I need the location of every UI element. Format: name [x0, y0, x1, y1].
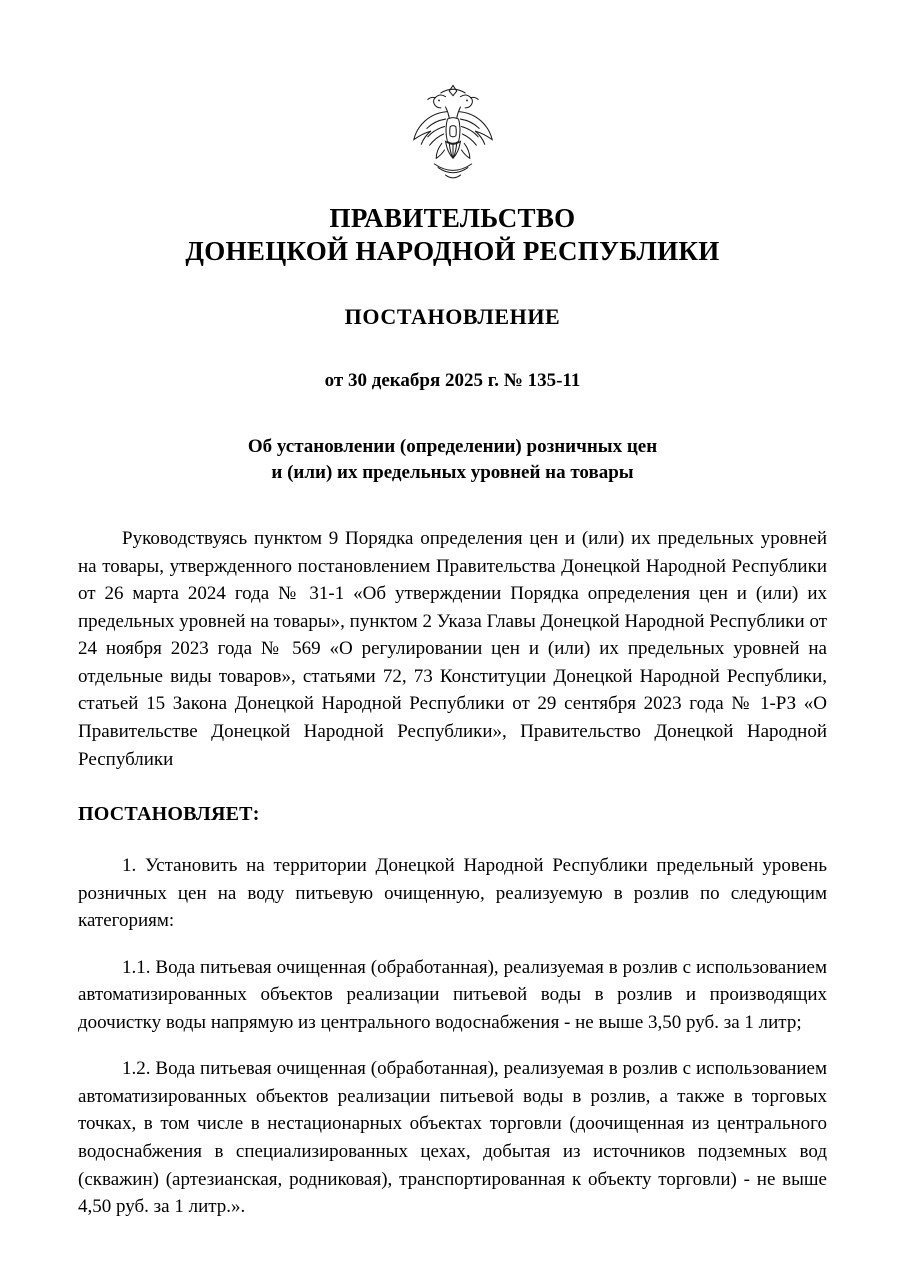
double-headed-eagle-emblem-icon [397, 78, 509, 190]
resolves-heading: ПОСТАНОВЛЯЕТ: [78, 803, 260, 826]
gov-title-line-2: ДОНЕЦКОЙ НАРОДНОЙ РЕСПУБЛИКИ [185, 235, 720, 266]
document-subject-line-1: Об установлении (определении) розничных цен [247, 435, 658, 457]
clause-1-1: 1.1. Вода питьевая очищенная (обработанная), реализуемая в розлив с использованием автоматизированных объектов реализации питьевой воды в розлив и производящих доочистку воды напрямую из центрального водоснабжения - не выше 3,50 руб. за 1 литр; [78, 956, 827, 1033]
clause-1-2: 1.2. Вода питьевая очищенная (обработанная), реализуемая в розлив с использованием автоматизированных объектов реализации питьевой воды в розлив, а также в торговых точках, в том числе в нестационарных объектах торговли (доочищенная из центрального водоснабжения в специализированных цехах, добытая из источников подземных вод (скважин) (артезианская, родниковая), транспортированная к объекту торговли) - не выше 4,50 руб. за 1 литр.». [78, 1058, 827, 1218]
page-title [78, 202, 827, 268]
gov-title-line-1: ПРАВИТЕЛЬСТВО [329, 203, 576, 233]
document-subject-line-2: и (или) их предельных уровней на товары [271, 461, 634, 483]
document-type: ПОСТАНОВЛЕНИЕ [344, 303, 561, 329]
document-number-and-date: от 30 декабря 2025 г. № 135-11 [324, 369, 581, 391]
emblem-container [78, 78, 827, 190]
document-subject [78, 434, 827, 485]
preamble-paragraph: Руководствуясь пунктом 9 Порядка определения цен и (или) их предельных уровней на товары, утвержденного постановлением Правительства Донецкой Народной Республики от 26 марта 2024 года № 31-1 «Об утверждении Порядка определения цен и (или) их предельных уровней на товары», пунктом 2 Указа Главы Донецкой Народной Республики от 24 ноября 2023 года № 569 «О регулировании цен и (или) их предельных уровней на отдельные виды товаров», статьями 72, 73 Конституции Донецкой Народной Республики, статьей 15 Закона Донецкой Народной Республики от 29 сентября 2023 года № 1-РЗ «О Правительстве Донецкой Народной Республики», Правительство Донецкой Народной Республики [78, 528, 827, 770]
clause-1: 1. Установить на территории Донецкой Народной Республики предельный уровень розничных цен на воду питьевую очищенную, реализуемую в розлив по следующим категориям: [78, 855, 827, 932]
